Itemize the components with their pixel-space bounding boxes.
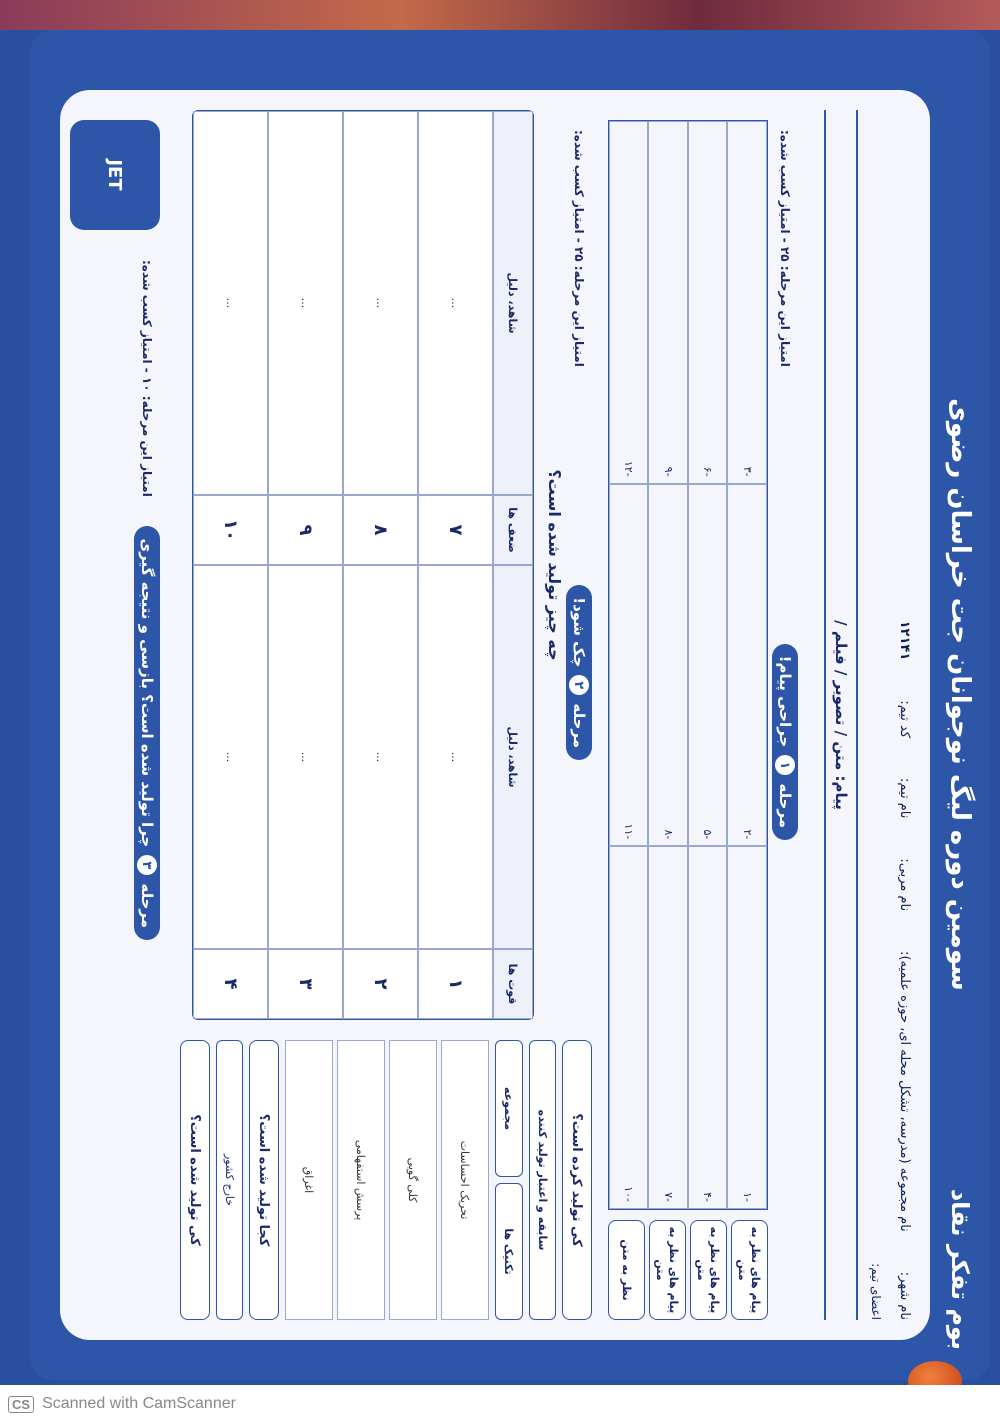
- message-bar: [824, 110, 858, 1320]
- camscanner-footer: [0, 1385, 1000, 1423]
- stage-2-label: مرحله: [570, 703, 588, 748]
- technique-cell[interactable]: تحریک احساسات: [441, 1040, 489, 1320]
- grid-cell[interactable]: -۴: [688, 846, 728, 1209]
- technique-row: [389, 1040, 437, 1320]
- members-label: اعضای تیم:: [869, 1263, 883, 1320]
- table-header: قوت ها: [493, 949, 533, 1019]
- conclusion-text[interactable]: [65, 250, 130, 1320]
- weakness-evidence[interactable]: ...: [343, 111, 418, 495]
- camscanner-icon: CS: [8, 1396, 34, 1413]
- mentor-label: نام مربی:: [897, 858, 913, 912]
- table-header: شاهد، دلیل: [493, 565, 533, 949]
- where-produced-answer[interactable]: خارج کشور: [216, 1040, 243, 1320]
- grid-cell[interactable]: -۸: [649, 484, 689, 847]
- stage-1-grid: [608, 120, 768, 1210]
- stage-2-section: [172, 110, 592, 1320]
- grid-cell[interactable]: -۱: [728, 846, 768, 1209]
- techniques-label: تکنیک ها: [495, 1183, 523, 1320]
- school-label: نام مجموعه (مدرسه، تشکل محله ای، حوزه علمیه):: [897, 951, 913, 1232]
- members-row: [862, 110, 890, 1320]
- stage-1-score: امتیاز این مرحله: ۲۵ - امتیاز کسب شده:: [778, 130, 792, 367]
- stage-3-score: امتیاز این مرحله: ۱۰ - امتیاز کسب شده:: [140, 260, 154, 497]
- grid-cell[interactable]: -۵: [688, 484, 728, 847]
- side-label: پیام های نظر به متن: [731, 1220, 768, 1320]
- weakness-number: ۹: [268, 495, 343, 565]
- team-name-label: نام تیم:: [897, 778, 913, 819]
- stage-3-number: ۳: [137, 855, 157, 875]
- stage-3-header: [134, 526, 160, 940]
- brand-title: بوم تفکر نقاد: [946, 1188, 974, 1350]
- technique-cell[interactable]: اغراق: [285, 1040, 333, 1320]
- weakness-number: ۸: [343, 495, 418, 565]
- weakness-evidence[interactable]: ...: [268, 111, 343, 495]
- stage-2-number: ۲: [569, 675, 589, 695]
- strength-evidence[interactable]: ...: [268, 565, 343, 949]
- strength-number: ۱: [418, 949, 493, 1019]
- strength-evidence[interactable]: ...: [193, 565, 268, 949]
- grid-cell[interactable]: -۶: [688, 121, 728, 484]
- weakness-number: ۱۰: [193, 495, 268, 565]
- side-label: نظر به متن: [608, 1220, 645, 1320]
- photo-background: [0, 0, 1000, 30]
- technique-row: [285, 1040, 333, 1320]
- jet-logo: JET: [70, 120, 160, 230]
- who-produced-question: کی تولید کرده است؟: [562, 1040, 592, 1320]
- strength-number: ۲: [343, 949, 418, 1019]
- stage-1-section: [608, 110, 798, 1320]
- strength-evidence[interactable]: ...: [343, 565, 418, 949]
- strengths-weaknesses-table: [192, 110, 534, 1020]
- table-header: ضعف ها: [493, 495, 533, 565]
- stage-1-label: مرحله: [776, 783, 794, 828]
- side-label: پیام های نظر به متن: [649, 1220, 686, 1320]
- stage-1-name: جراحی پیام!: [776, 655, 794, 748]
- table-header: شاهد، دلیل: [493, 111, 533, 495]
- technique-header: [495, 1040, 523, 1320]
- grid-cell[interactable]: -۲: [728, 484, 768, 847]
- where-produced-question: کجا تولید شده است؟: [249, 1040, 279, 1320]
- resource-label: مجموعه: [495, 1040, 523, 1177]
- weakness-number: ۷: [418, 495, 493, 565]
- info-row: [888, 110, 922, 1320]
- grid-cell[interactable]: -۱۱: [609, 484, 649, 847]
- stage-3-section: [65, 110, 160, 1320]
- side-label: پیام های نظر به متن: [690, 1220, 727, 1320]
- team-code-label: کد تیم:: [897, 700, 913, 739]
- technique-row: [441, 1040, 489, 1320]
- grid-cell[interactable]: -۱۲: [609, 121, 649, 484]
- stage-1-header: [772, 644, 798, 840]
- stage-2-header: [566, 585, 592, 760]
- producer-credibility-box: [529, 1040, 556, 1320]
- stage-2-name: چک شود!: [570, 597, 588, 668]
- weakness-evidence[interactable]: ...: [418, 111, 493, 495]
- worksheet: [30, 30, 990, 1380]
- strength-number: ۴: [193, 949, 268, 1019]
- team-code: ۱۲۱۴۱: [897, 620, 913, 661]
- stage-2-producer-panel: [187, 1040, 592, 1320]
- producer-credibility-label: سابقه و اعتبار تولید کننده: [536, 1109, 549, 1251]
- message-description: [800, 110, 824, 1320]
- technique-cell[interactable]: کلی گویی: [389, 1040, 437, 1320]
- stage-3-name: چرا تولید شده است؟ بازسی و نتیجه گیری: [138, 538, 156, 848]
- stage-2-score: امتیاز این مرحله: ۲۵ - امتیاز کسب شده:: [572, 130, 586, 367]
- camscanner-label: Scanned with CamScanner: [42, 1395, 236, 1412]
- when-produced-question: کی تولید شده است؟: [180, 1040, 210, 1320]
- city-label: نام شهر:: [897, 1271, 913, 1320]
- stage-3-label: مرحله: [138, 883, 156, 928]
- message-label: پیام: متن / تصویر / فیلم /: [832, 620, 850, 810]
- grid-cell[interactable]: -۳: [728, 121, 768, 484]
- grid-cell[interactable]: -۹: [649, 121, 689, 484]
- stage-1-number: ۱: [775, 755, 795, 775]
- technique-cell[interactable]: پرسش استفهامی: [337, 1040, 385, 1320]
- stage-2-question: چه چیز تولید شده است؟: [545, 469, 564, 661]
- grid-cell[interactable]: -۱۰: [609, 846, 649, 1209]
- weakness-evidence[interactable]: ...: [193, 111, 268, 495]
- title-bar: [930, 30, 990, 1380]
- worksheet-body: [60, 90, 930, 1340]
- technique-row: [337, 1040, 385, 1320]
- page-title: سومین دوره لیگ نوجوانان جت خراسان رضوی: [945, 398, 975, 991]
- grid-cell[interactable]: -۷: [649, 846, 689, 1209]
- strength-number: ۳: [268, 949, 343, 1019]
- stage-1-side-labels: [608, 1220, 768, 1320]
- strength-evidence[interactable]: ...: [418, 565, 493, 949]
